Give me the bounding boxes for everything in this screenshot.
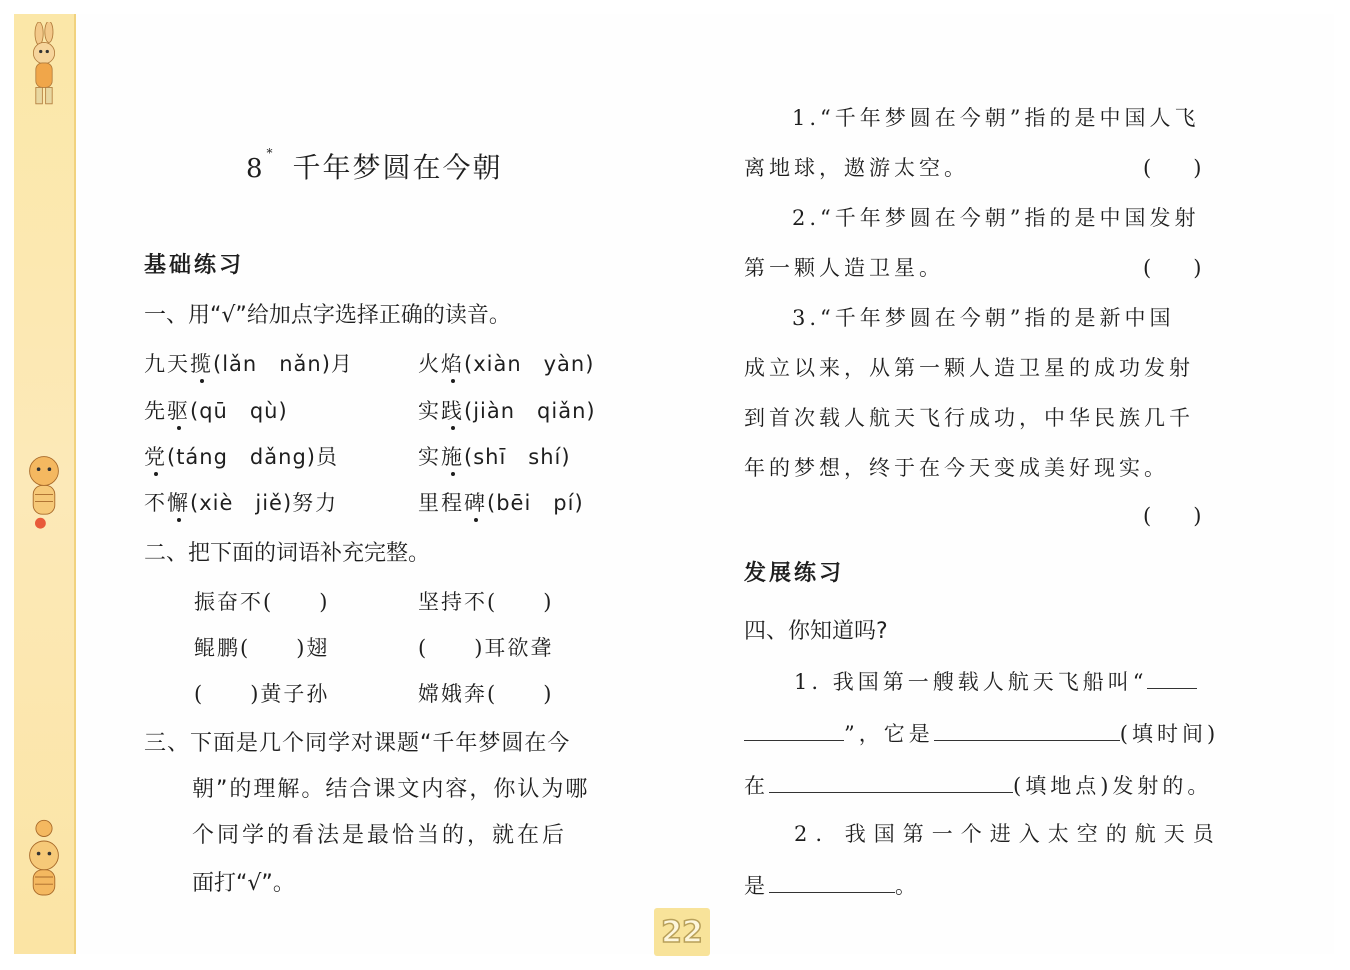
answer-bracket[interactable]: ( ) [1143,504,1202,528]
question-3-line: 个同学的看法是最恰当的，就在后 [192,823,568,848]
pinyin-item: 先驱(qū qù) [144,399,288,423]
statement-2-line: 2.“千年梦圆在今朝”指的是中国发射 [792,206,1200,230]
answer-bracket[interactable]: ( ) [1143,256,1202,280]
pinyin-item: 九天揽(lǎn nǎn)月 [144,352,354,376]
pinyin-item: 里程碑(bēi pí) [418,491,584,515]
section-basic-practice: 基础练习 [144,253,245,278]
question-4-2-line: 2. 我国第一个进入太空的航天员 [794,822,1222,846]
pinyin-item: 实践(jiàn qiǎn) [418,399,596,423]
question-2-heading: 二、把下面的词语补充完整。 [144,541,431,566]
fill-word-item: 振奋不( ) [194,590,330,614]
statement-3-line: 3.“千年梦圆在今朝”指的是新中国 [792,306,1175,330]
pinyin-item: 火焰(xiàn yàn) [418,352,595,376]
question-4-2-line: 是 。 [744,874,920,898]
question-1-heading: 一、用“√”给加点字选择正确的读音。 [144,303,511,328]
question-4-1-line: 1. 我国第一艘载人航天飞船叫“ [794,666,1197,696]
answer-blank[interactable] [769,872,895,893]
section-development-practice: 发展练习 [744,561,845,586]
tiger-cartoon-icon [20,444,68,534]
decorative-strip [14,14,76,954]
fill-word-item: 嫦娥奔( ) [418,682,554,706]
answer-bracket[interactable]: ( ) [1143,156,1202,180]
question-3-line: 三、下面是几个同学对课题“千年梦圆在今 [144,731,571,756]
fill-word-item: 坚持不( ) [418,590,554,614]
statement-1-line: 1.“千年梦圆在今朝”指的是中国人飞 [792,106,1200,130]
pinyin-item: 党(táng dǎng)员 [144,445,339,469]
answer-blank[interactable] [1147,668,1197,689]
question-4-1-line: ”，它是 (填时间) [744,718,1219,748]
statement-1-line: 离地球，遨游太空。 [744,156,969,180]
statement-3-line: 到首次载人航天飞行成功，中华民族几千 [744,406,1194,430]
statement-3-line: 年的梦想，终于在今天变成美好现实。 [744,456,1169,480]
page-number: 22 [654,908,710,956]
statement-3-line: 成立以来，从第一颗人造卫星的成功发射 [744,356,1194,380]
fill-word-item: ( )黄子孙 [194,682,330,706]
question-4-heading: 四、你知道吗? [744,619,888,644]
statement-2-line: 第一颗人造卫星。 [744,256,944,280]
fill-word-item: ( )耳欲聋 [418,636,554,660]
answer-blank[interactable] [934,720,1120,741]
tiger-cartoon-icon [20,814,68,904]
pinyin-item: 不懈(xiè jiě)努力 [144,491,339,515]
rabbit-cartoon-icon [20,22,68,112]
workbook-page [14,14,1334,954]
answer-blank[interactable] [744,720,844,741]
fill-word-item: 鲲鹏( )翅 [194,636,330,660]
question-3-line: 面打“√”。 [192,871,295,896]
lesson-title: 8* 千年梦圆在今朝 [246,146,503,184]
answer-blank[interactable] [769,772,1013,793]
question-4-1-line: 在 (填地点)发射的。 [744,774,1213,798]
pinyin-item: 实施(shī shí) [418,445,571,469]
question-3-line: 朝”的理解。结合课文内容，你认为哪 [192,777,590,802]
